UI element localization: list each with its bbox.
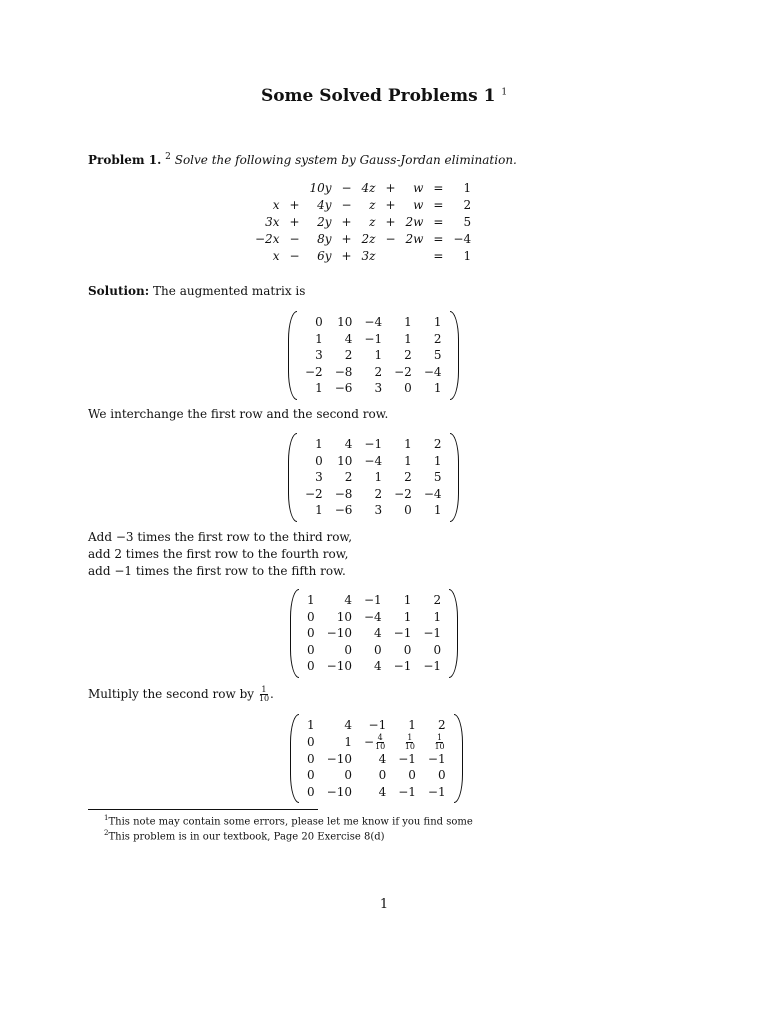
matrix-cell: 2 <box>437 718 446 732</box>
matrix-cell: 1 <box>307 593 315 607</box>
matrix-cell: 1 <box>433 609 442 624</box>
matrix-cell: 10 <box>336 609 352 624</box>
matrix-cell: −1 <box>398 784 416 799</box>
matrix-cell: 2 <box>433 331 442 346</box>
matrix-cell: 0 <box>437 768 446 782</box>
problem-label: Problem 1. <box>88 153 162 167</box>
matrix-cell: −6 <box>334 381 353 395</box>
equation-system <box>252 180 474 265</box>
fraction: $\frac{1}{10}$ <box>434 732 445 751</box>
equation-term <box>252 180 282 197</box>
equation-term: 4y <box>317 198 332 212</box>
equation-term: 1 <box>463 249 472 263</box>
matrix-row <box>299 502 448 519</box>
matrix-cell: 4 <box>374 659 382 673</box>
matrix-cell <box>392 734 422 751</box>
equation-row <box>252 248 474 265</box>
matrix-row <box>301 609 447 626</box>
matrix-cell: −1 <box>364 331 383 346</box>
matrix-3-table <box>301 592 447 675</box>
matrix-cell: 2 <box>433 437 442 451</box>
equation-operator: + <box>289 198 300 212</box>
matrix-cell: 1 <box>404 437 412 451</box>
matrix-row <box>299 486 448 503</box>
matrix-row <box>301 751 452 768</box>
matrix-cell: 2 <box>404 470 412 484</box>
matrix-cell: 0 <box>307 609 315 624</box>
augmented-matrix-3 <box>290 589 458 678</box>
step-2-line-3: add −1 times the first row to the fifth row. <box>88 564 346 578</box>
solution-label: Solution: <box>88 284 150 298</box>
equation-term: 2y <box>317 215 332 229</box>
matrix-cell: −1 <box>364 437 383 451</box>
title-text: Some Solved Problems 1 <box>260 86 496 106</box>
matrix-cell: 1 <box>408 718 416 732</box>
equation-term: 5 <box>463 215 472 229</box>
matrix-cell: −4 <box>423 486 442 501</box>
solution-text: The augmented matrix is <box>153 284 306 298</box>
matrix-cell: −2 <box>305 364 323 379</box>
matrix-cell: 2 <box>404 348 412 362</box>
equation-term: z <box>369 198 376 212</box>
equation-term: −4 <box>453 232 472 246</box>
equation-operator: + <box>341 232 352 246</box>
matrix-cell: 3 <box>315 348 323 362</box>
equation-term: 2 <box>463 198 472 212</box>
matrix-row <box>301 734 452 751</box>
matrix-cell: 4 <box>344 437 353 451</box>
fraction: $\frac{4}{10}$ <box>375 732 386 751</box>
matrix-cell: −2 <box>305 486 323 501</box>
matrix-cell: 0 <box>315 315 323 329</box>
problem-heading <box>88 152 517 167</box>
footnote-2-text: This problem is in our textbook, Page 20 Exercise 8(d) <box>108 831 385 843</box>
matrix-cell: 1 <box>315 437 323 451</box>
step-1-text: We interchange the first row and the second row. <box>88 407 389 421</box>
equation-term: 6y <box>317 249 332 263</box>
matrix-cell: 4 <box>344 718 352 732</box>
matrix-cell: 0 <box>344 642 352 657</box>
left-paren <box>290 714 299 803</box>
augmented-matrix-4 <box>290 714 463 803</box>
matrix-row <box>301 717 452 734</box>
fraction <box>258 686 270 703</box>
augmented-matrix-1 <box>288 311 459 400</box>
matrix-cell: 1 <box>374 348 383 362</box>
equation-operator: = <box>433 215 444 229</box>
matrix-cell: 0 <box>307 751 315 766</box>
matrix-row <box>299 436 448 453</box>
matrix-cell: 2 <box>374 364 383 379</box>
matrix-cell: −8 <box>334 364 353 379</box>
matrix-cell: 0 <box>404 503 412 517</box>
matrix-cell: −1 <box>427 751 446 766</box>
matrix-cell: −1 <box>423 659 442 673</box>
matrix-cell: 0 <box>344 768 352 782</box>
matrix-row <box>299 453 448 470</box>
left-paren <box>288 433 297 522</box>
equation-term: z <box>369 215 376 229</box>
matrix-cell: 0 <box>433 642 442 657</box>
equation-term: 1 <box>463 181 472 195</box>
matrix-row <box>301 625 447 642</box>
matrix-row <box>301 642 447 659</box>
matrix-cell: −2 <box>394 364 412 379</box>
equation-operator: + <box>385 215 396 229</box>
matrix-cell: 3 <box>374 381 383 395</box>
matrix-cell: 4 <box>344 593 352 607</box>
equation-row <box>252 231 474 248</box>
matrix-cell: 0 <box>307 784 315 799</box>
matrix-cell: 4 <box>344 331 353 346</box>
matrix-cell: 4 <box>378 784 387 799</box>
matrix-cell: 1 <box>307 718 315 732</box>
matrix-cell: 5 <box>433 470 442 484</box>
matrix-cell: 4 <box>374 626 382 640</box>
matrix-cell: −1 <box>363 593 382 607</box>
equation-operator: = <box>433 249 444 263</box>
equation-term: 3x <box>265 215 280 229</box>
matrix-cell: −10 <box>326 751 352 766</box>
equation-term <box>403 248 427 265</box>
matrix-cell: 1 <box>315 381 323 395</box>
equation-operator: + <box>289 215 300 229</box>
title-footnote-mark: 1 <box>501 87 508 98</box>
matrix-cell: 2 <box>433 593 442 607</box>
matrix-cell: 0 <box>307 626 315 640</box>
matrix-row <box>299 331 448 348</box>
step-3-period: . <box>270 687 274 701</box>
matrix-row <box>301 784 452 801</box>
equation-term: 8y <box>317 232 332 246</box>
matrix-cell: 0 <box>404 381 412 395</box>
matrix-cell: 1 <box>404 315 412 329</box>
equation-row <box>252 180 474 197</box>
matrix-cell: 0 <box>378 768 387 782</box>
problem-statement: Solve the following system by Gauss-Jordan elimination. <box>174 153 517 167</box>
matrix-cell: 1 <box>403 593 412 607</box>
equation-operator: = <box>433 232 444 246</box>
matrix-cell: 5 <box>433 348 442 362</box>
equation-operator: + <box>341 249 352 263</box>
equation-operator: − <box>289 232 300 246</box>
matrix-cell: 1 <box>404 331 412 346</box>
matrix-row <box>299 380 448 397</box>
matrix-cell: 0 <box>307 734 315 749</box>
equation-operator <box>282 180 306 197</box>
matrix-cell: 2 <box>344 348 353 362</box>
matrix-cell: 0 <box>315 453 323 468</box>
equation-term: 10y <box>309 181 332 195</box>
equation-term: 2w <box>405 232 424 246</box>
matrix-cell: 4 <box>378 751 387 766</box>
matrix-cell: −4 <box>364 315 383 329</box>
page-title <box>0 86 768 106</box>
equation-operator: = <box>433 198 444 212</box>
step-3-text <box>88 686 274 703</box>
step-2-line-2: add 2 times the first row to the fourth row, <box>88 547 349 561</box>
equation-operator: = <box>433 181 444 195</box>
equation-operator: + <box>341 215 352 229</box>
equation-row <box>252 214 474 231</box>
equation-operator: + <box>385 198 396 212</box>
matrix-1-table <box>299 314 448 397</box>
matrix-cell: −1 <box>368 718 387 732</box>
equation-term: x <box>272 198 280 212</box>
matrix-cell: 2 <box>344 470 353 484</box>
matrix-cell <box>422 734 452 751</box>
matrix-2-table <box>299 436 448 519</box>
matrix-cell: 1 <box>433 381 442 395</box>
page-number: 1 <box>379 897 389 912</box>
equation-operator: − <box>341 181 352 195</box>
matrix-cell: 3 <box>315 470 323 484</box>
matrix-cell: 1 <box>433 503 442 517</box>
matrix-cell: 0 <box>307 642 315 657</box>
matrix-cell: 1 <box>433 453 442 468</box>
step-2-line-1: Add −3 times the first row to the third row, <box>88 530 353 544</box>
matrix-cell: 10 <box>337 453 353 468</box>
matrix-cell: 2 <box>374 486 383 501</box>
equation-row <box>252 197 474 214</box>
matrix-cell: 10 <box>337 315 353 329</box>
matrix-cell: 1 <box>315 331 323 346</box>
matrix-cell: −4 <box>423 364 442 379</box>
fraction: $\frac{1}{10}$ <box>404 732 415 751</box>
equation-term: x <box>272 249 280 263</box>
matrix-row <box>301 592 447 609</box>
problem-footnote-mark: 2 <box>165 152 171 162</box>
matrix-cell: −1 <box>423 626 442 640</box>
fraction-denominator: 10 <box>258 694 270 703</box>
matrix-cell: −10 <box>326 626 352 640</box>
equation-system-table <box>252 180 474 265</box>
matrix-cell: 0 <box>374 642 382 657</box>
matrix-row <box>299 347 448 364</box>
right-paren <box>450 433 459 522</box>
step-2-text <box>88 529 352 580</box>
matrix-cell: −1 <box>393 659 412 673</box>
equation-operator: − <box>385 232 396 246</box>
left-paren <box>288 311 297 400</box>
footnote-2-mark: 2 <box>104 829 109 837</box>
equation-operator: + <box>385 181 396 195</box>
right-paren <box>450 311 459 400</box>
equation-operator: − <box>341 198 352 212</box>
footnote-2 <box>104 826 385 844</box>
matrix-cell: −8 <box>334 486 353 501</box>
matrix-cell: 3 <box>374 503 383 517</box>
equation-term: −2x <box>255 232 280 246</box>
matrix-cell: 0 <box>408 768 416 782</box>
matrix-cell: −10 <box>326 659 352 673</box>
equation-term: 3z <box>361 249 376 263</box>
right-paren <box>454 714 463 803</box>
matrix-row <box>299 364 448 381</box>
matrix-row <box>299 314 448 331</box>
equation-operator <box>379 248 403 265</box>
matrix-cell: 0 <box>307 659 315 673</box>
matrix-cell: −2 <box>394 486 412 501</box>
matrix-cell: −1 <box>393 626 412 640</box>
footnote-1-mark: 1 <box>104 814 109 822</box>
equation-term: 2z <box>361 232 376 246</box>
matrix-cell: 1 <box>403 609 412 624</box>
equation-operator: − <box>289 249 300 263</box>
matrix-cell: 1 <box>433 315 442 329</box>
equation-term: w <box>413 198 424 212</box>
matrix-4-table <box>301 717 452 800</box>
matrix-cell: 0 <box>403 642 412 657</box>
matrix-row <box>301 767 452 784</box>
matrix-cell: 0 <box>307 768 315 782</box>
matrix-cell: −10 <box>326 784 352 799</box>
matrix-row <box>301 658 447 675</box>
equation-term: 4z <box>361 181 376 195</box>
matrix-cell: 1 <box>315 503 323 517</box>
matrix-cell: −4 <box>364 453 383 468</box>
matrix-cell: 1 <box>404 453 412 468</box>
step-3-label: Multiply the second row by <box>88 687 255 701</box>
footnote-rule <box>88 809 318 810</box>
right-paren <box>449 589 458 678</box>
equation-term: 2w <box>405 215 424 229</box>
matrix-cell: −1 <box>398 751 416 766</box>
matrix-cell: 1 <box>344 734 352 749</box>
left-paren <box>290 589 299 678</box>
matrix-cell: − $\frac{4}{10}$ <box>363 732 386 751</box>
footnote-1-text: This note may contain some errors, please let me know if you find some <box>108 816 473 828</box>
matrix-cell: 1 <box>374 470 383 484</box>
matrix-cell: −6 <box>334 503 353 517</box>
augmented-matrix-2 <box>288 433 459 522</box>
matrix-cell: −4 <box>363 609 382 624</box>
fraction-numerator: 1 <box>261 685 267 694</box>
solution-paragraph <box>88 283 305 300</box>
matrix-cell: −1 <box>427 784 446 799</box>
matrix-row <box>299 469 448 486</box>
equation-term: w <box>413 181 424 195</box>
